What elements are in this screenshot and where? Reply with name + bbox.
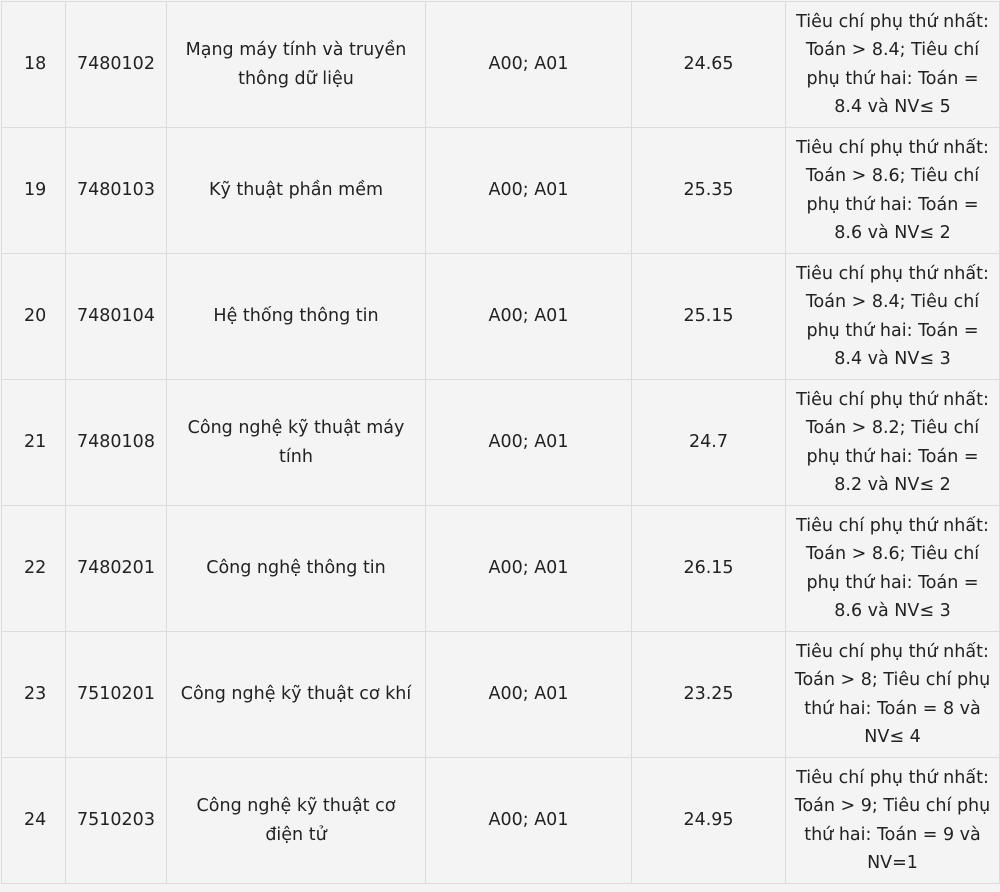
cell-cutoff-score: 24.95 [632,758,786,884]
cell-major-name: Công nghệ kỹ thuật cơ điện tử [167,758,426,884]
cell-cutoff-score: 24.7 [632,380,786,506]
cell-index: 20 [2,254,66,380]
table-row [2,506,1000,632]
cell-index: 23 [2,632,66,758]
table-row [2,632,1000,758]
table-row [2,758,1000,884]
table-row [2,128,1000,254]
admission-scores-table [1,1,1000,884]
cell-cutoff-score: 24.65 [632,2,786,128]
cell-index: 18 [2,2,66,128]
cell-major-name: Công nghệ kỹ thuật máy tính [167,380,426,506]
cell-major-name: Mạng máy tính và truyền thông dữ liệu [167,2,426,128]
cell-subject-combo: A00; A01 [426,632,632,758]
cell-criteria: Tiêu chí phụ thứ nhất: Toán > 8; Tiêu chí phụ thứ hai: Toán = 8 và NV≤ 4 [786,632,1000,758]
cell-cutoff-score: 26.15 [632,506,786,632]
cell-subject-combo: A00; A01 [426,254,632,380]
cell-subject-combo: A00; A01 [426,2,632,128]
cell-index: 21 [2,380,66,506]
table-row [2,254,1000,380]
cell-major-code: 7510201 [66,632,167,758]
cell-major-code: 7510203 [66,758,167,884]
cell-major-name: Kỹ thuật phần mềm [167,128,426,254]
cell-major-name: Công nghệ kỹ thuật cơ khí [167,632,426,758]
cell-index: 24 [2,758,66,884]
cell-major-code: 7480108 [66,380,167,506]
cell-major-name: Hệ thống thông tin [167,254,426,380]
cell-criteria: Tiêu chí phụ thứ nhất: Toán > 9; Tiêu chí phụ thứ hai: Toán = 9 và NV=1 [786,758,1000,884]
table-row [2,380,1000,506]
cell-subject-combo: A00; A01 [426,380,632,506]
cell-major-code: 7480201 [66,506,167,632]
cell-criteria: Tiêu chí phụ thứ nhất: Toán > 8.4; Tiêu chí phụ thứ hai: Toán = 8.4 và NV≤ 5 [786,2,1000,128]
cell-criteria: Tiêu chí phụ thứ nhất: Toán > 8.4; Tiêu chí phụ thứ hai: Toán = 8.4 và NV≤ 3 [786,254,1000,380]
table-row [2,2,1000,128]
cell-cutoff-score: 25.35 [632,128,786,254]
cell-major-code: 7480104 [66,254,167,380]
cell-cutoff-score: 25.15 [632,254,786,380]
cell-major-code: 7480103 [66,128,167,254]
cell-criteria: Tiêu chí phụ thứ nhất: Toán > 8.2; Tiêu chí phụ thứ hai: Toán = 8.2 và NV≤ 2 [786,380,1000,506]
cell-index: 22 [2,506,66,632]
cell-cutoff-score: 23.25 [632,632,786,758]
cell-criteria: Tiêu chí phụ thứ nhất: Toán > 8.6; Tiêu chí phụ thứ hai: Toán = 8.6 và NV≤ 2 [786,128,1000,254]
cell-major-name: Công nghệ thông tin [167,506,426,632]
cell-index: 19 [2,128,66,254]
cell-subject-combo: A00; A01 [426,128,632,254]
cell-subject-combo: A00; A01 [426,758,632,884]
cell-major-code: 7480102 [66,2,167,128]
cell-criteria: Tiêu chí phụ thứ nhất: Toán > 8.6; Tiêu chí phụ thứ hai: Toán = 8.6 và NV≤ 3 [786,506,1000,632]
cell-subject-combo: A00; A01 [426,506,632,632]
